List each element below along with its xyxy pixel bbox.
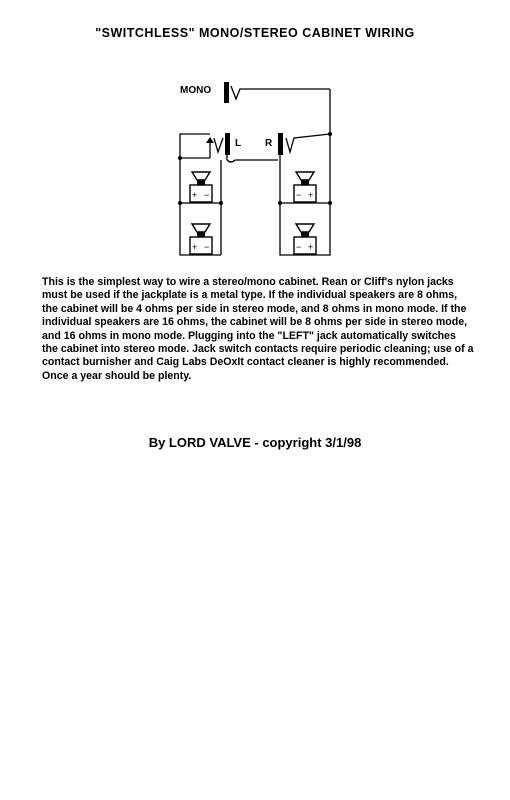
minus-label: − — [204, 242, 210, 252]
mono-jack-icon — [224, 82, 330, 103]
copyright-credit: By LORD VALVE - copyright 3/1/98 — [148, 435, 362, 450]
speaker-icon — [190, 172, 212, 202]
speaker-icon — [294, 172, 316, 202]
plus-label: + — [308, 242, 314, 252]
page-title: "SWITCHLESS" MONO/STEREO CABINET WIRING — [95, 26, 415, 40]
mono-label: MONO — [180, 85, 212, 96]
minus-label: − — [296, 242, 302, 252]
description-text: This is the simplest way to wire a stereo/mono cabinet. Rean or Cliff's nylon jacks must be used if the jackplate is a metal type. If the individual speakers are 8 ohms, the cabinet will be 4 ohms per side in stereo mode, and 8 ohms in mono mode. If the individual speakers are 16 ohms, the cabinet will be 8 ohms per side in stereo mode, and 16 ohms in mono mode. Plugging into the "LEFT" jack automatically switches the cabinet into stereo mode. Jack switch contacts require periodic cleaning; use of a contact burnisher and Caig Labs DeOxIt contact cleaner is highly recommended. Once a year should be plenty. — [42, 276, 474, 382]
wiring-diagram — [0, 0, 510, 270]
minus-label: − — [296, 190, 302, 200]
right-label: R — [265, 138, 273, 149]
minus-label: − — [204, 190, 210, 200]
speaker-icon — [190, 224, 212, 254]
plus-label: + — [308, 190, 314, 200]
right-jack-icon — [278, 133, 330, 155]
left-jack-icon — [206, 133, 230, 158]
speaker-icon — [294, 224, 316, 254]
left-label: L — [235, 138, 242, 149]
plus-label: + — [192, 190, 198, 200]
plus-label: + — [192, 242, 198, 252]
